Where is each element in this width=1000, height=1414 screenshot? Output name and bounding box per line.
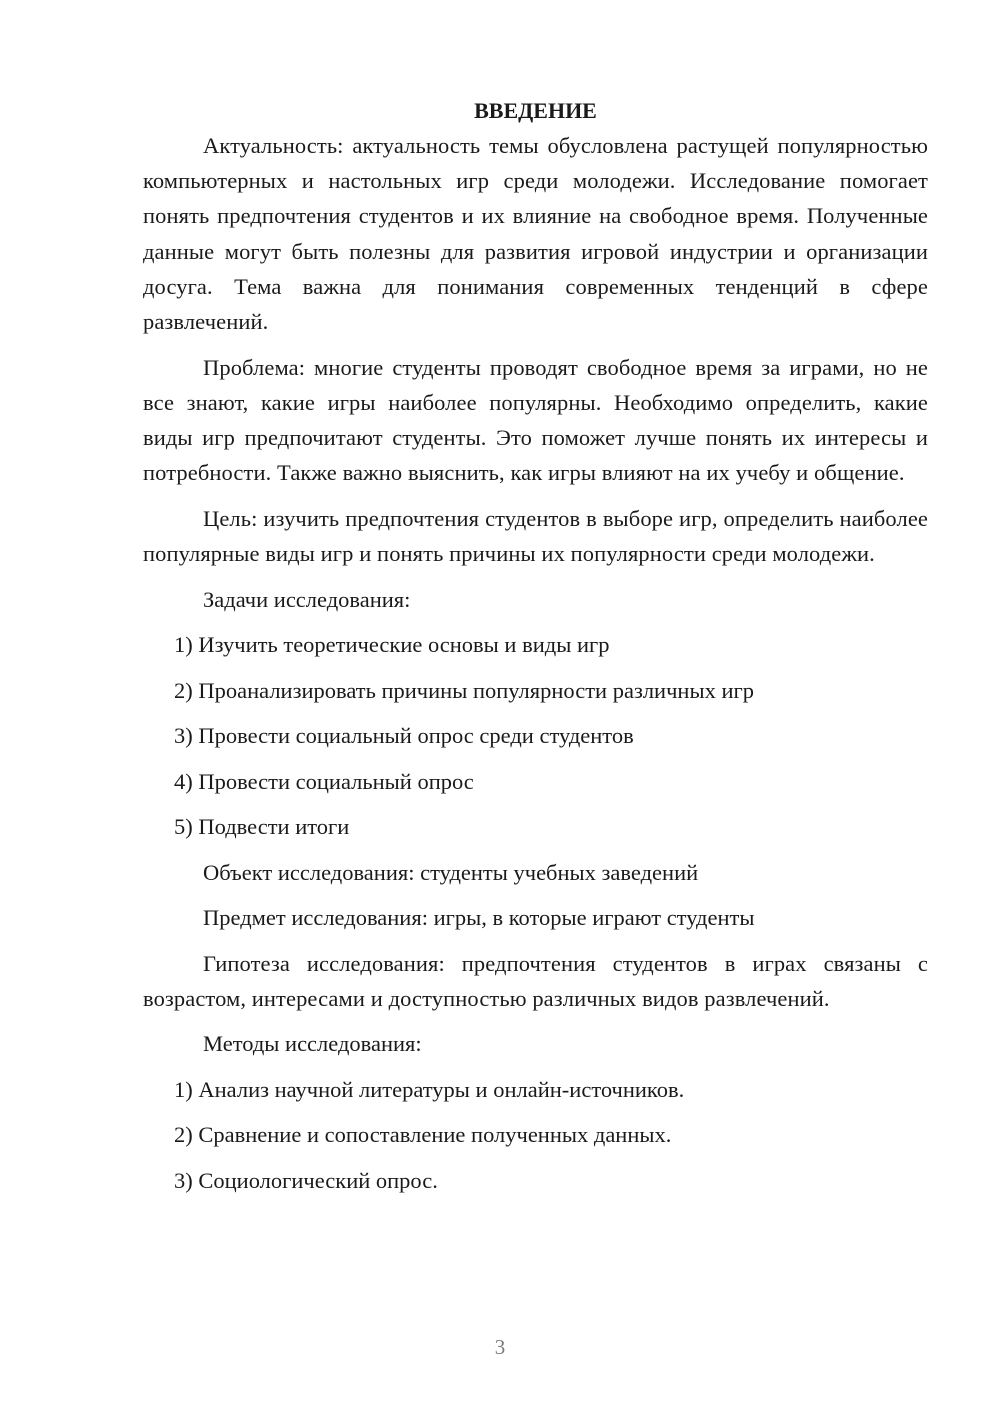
task-item-2: 2) Проанализировать причины популярности различных игр xyxy=(174,677,754,703)
document-page xyxy=(143,96,928,1198)
problem-paragraph: Проблема: многие студенты проводят свободное время за играми, но не все знают, какие игры наиболее популярны. Необходимо определить, какие виды игр предпочитают студенты. Это поможет лучше понять их интересы и потребности. Также важно выяснить, как игры влияют на их учебу и общение. xyxy=(143,354,928,486)
page-number: 3 xyxy=(494,1335,506,1359)
task-item-1: 1) Изучить теоретические основы и виды игр xyxy=(174,632,610,658)
method-item-2: 2) Сравнение и сопоставление полученных данных. xyxy=(174,1122,672,1148)
task-item-5: 5) Подвести итоги xyxy=(174,814,350,840)
relevance-paragraph: Актуальность: актуальность темы обусловлена растущей популярностью компьютерных и настольных игр среди молодежи. Исследование помогает понять предпочтения студентов и их влияние на свободное время. Полученные данные могут быть полезны для развития игровой индустрии и организации досуга. Тема важна для понимания современных тенденций в сфере развлечений. xyxy=(143,133,928,335)
method-item-1: 1) Анализ научной литературы и онлайн-источников. xyxy=(174,1076,685,1102)
page-title: ВВЕДЕНИЕ xyxy=(474,98,597,123)
methods-label: Методы исследования: xyxy=(203,1031,422,1057)
research-object: Объект исследования: студенты учебных заведений xyxy=(203,859,699,885)
method-item-3: 3) Социологический опрос. xyxy=(174,1167,438,1193)
research-subject: Предмет исследования: игры, в которые играют студенты xyxy=(203,905,755,931)
goal-paragraph: Цель: изучить предпочтения студентов в выборе игр, определить наиболее популярные виды игр и понять причины их популярности среди молодежи. xyxy=(143,506,928,567)
tasks-label: Задачи исследования: xyxy=(203,586,411,612)
hypothesis-paragraph: Гипотеза исследования: предпочтения студентов в играх связаны с возрастом, интересами и доступностью различных видов развлечений. xyxy=(143,950,928,1011)
task-item-3: 3) Провести социальный опрос среди студентов xyxy=(174,723,634,749)
task-item-4: 4) Провести социальный опрос xyxy=(174,768,474,794)
